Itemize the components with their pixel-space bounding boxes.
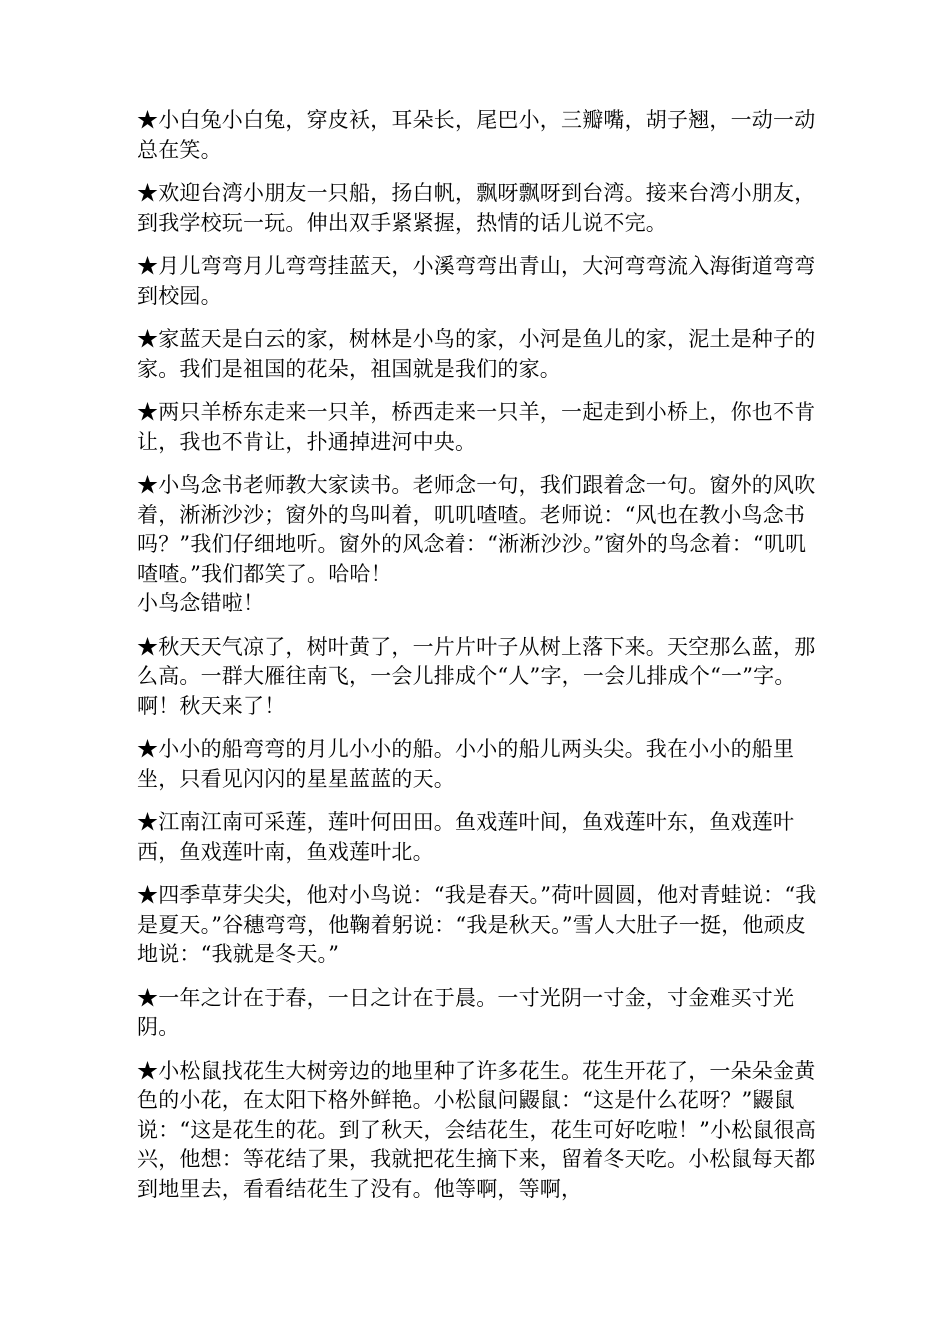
star-bullet-icon: ★	[137, 327, 159, 351]
paragraph-text: 小松鼠找花生大树旁边的地里种了许多花生。花生开花了，一朵朵金黄色的小花，在太阳下格外鲜艳。小松鼠问鼹鼠：“这是什么花呀？”鼹鼠说：“这是花生的花。到了秋天，会结花生，花生可好吃啦！”小松鼠很高兴，他想：等花结了果，我就把花生摘下来，留着冬天吃。小松鼠每天都到地里去，看看结花生了没有。他等啊，等啊，	[137, 1058, 817, 1201]
paragraph-rabbit	[137, 106, 827, 165]
star-bullet-icon: ★	[137, 1058, 159, 1083]
paragraph-small-boat	[137, 735, 827, 794]
star-bullet-icon: ★	[137, 400, 159, 424]
document-page	[137, 106, 827, 1218]
star-bullet-icon: ★	[137, 985, 159, 1010]
paragraph-text: 四季草芽尖尖，他对小鸟说：“我是春天。”荷叶圆圆，他对青蛙说：“我是夏天。”谷穗弯弯，他鞠着躬说：“我是秋天。”雪人大肚子一挺，他顽皮地说：“我就是冬天。”	[137, 883, 817, 966]
star-bullet-icon: ★	[137, 737, 159, 761]
star-bullet-icon: ★	[137, 810, 159, 834]
paragraph-text: 一年之计在于春，一日之计在于晨。一寸光阴一寸金，寸金难买寸光阴。	[137, 985, 795, 1039]
star-bullet-icon: ★	[137, 473, 159, 497]
paragraph-proverb	[137, 984, 827, 1043]
paragraph-bird-reading	[137, 471, 827, 619]
paragraph-text: 小鸟念书老师教大家读书。老师念一句，我们跟着念一句。窗外的风吹着，淅淅沙沙；窗外的鸟叫着，叽叽喳喳。老师说：“风也在教小鸟念书吗？”我们仔细地听。窗外的风念着：“淅淅沙沙。”窗外的鸟念着：“叽叽喳喳。”我们都笑了。哈哈！ 小鸟念错啦！	[137, 473, 816, 615]
star-bullet-icon: ★	[137, 254, 159, 278]
star-bullet-icon: ★	[137, 634, 159, 659]
paragraph-text: 小白兔小白兔，穿皮袄，耳朵长，尾巴小，三瓣嘴，胡子翘，一动一动总在笑。	[137, 108, 816, 162]
paragraph-text: 秋天天气凉了，树叶黄了，一片片叶子从树上落下来。天空那么蓝，那么高。一群大雁往南飞，一会儿排成个“人”字，一会儿排成个“一”字。啊！秋天来了！	[137, 634, 816, 718]
paragraph-crescent-moon	[137, 252, 827, 311]
star-bullet-icon: ★	[137, 181, 159, 205]
paragraph-text: 月儿弯弯月儿弯弯挂蓝天，小溪弯弯出青山，大河弯弯流入海街道弯弯到校园。	[137, 254, 816, 308]
star-bullet-icon: ★	[137, 883, 159, 907]
paragraph-text: 小小的船弯弯的月儿小小的船。小小的船儿两头尖。我在小小的船里坐，只看见闪闪的星星蓝蓝的天。	[137, 737, 795, 791]
paragraph-autumn	[137, 633, 827, 722]
paragraph-text: 两只羊桥东走来一只羊，桥西走来一只羊，一起走到小桥上，你也不肯让，我也不肯让，扑通掉进河中央。	[137, 400, 816, 454]
paragraph-text: 欢迎台湾小朋友一只船，扬白帆，飘呀飘呀到台湾。接来台湾小朋友，到我学校玩一玩。伸出双手紧紧握，热情的话儿说不完。	[137, 181, 816, 235]
paragraph-two-sheep	[137, 398, 827, 457]
paragraph-squirrel-peanuts	[137, 1057, 827, 1205]
star-bullet-icon: ★	[137, 108, 159, 132]
paragraph-four-seasons	[137, 881, 827, 970]
paragraph-taiwan-friends	[137, 179, 827, 238]
paragraph-home	[137, 325, 827, 384]
paragraph-jiangnan	[137, 808, 827, 867]
paragraph-text: 家蓝天是白云的家，树林是小鸟的家，小河是鱼儿的家，泥土是种子的家。我们是祖国的花朵，祖国就是我们的家。	[137, 327, 816, 381]
paragraph-text: 江南江南可采莲，莲叶何田田。鱼戏莲叶间，鱼戏莲叶东，鱼戏莲叶西，鱼戏莲叶南，鱼戏莲叶北。	[137, 810, 795, 864]
